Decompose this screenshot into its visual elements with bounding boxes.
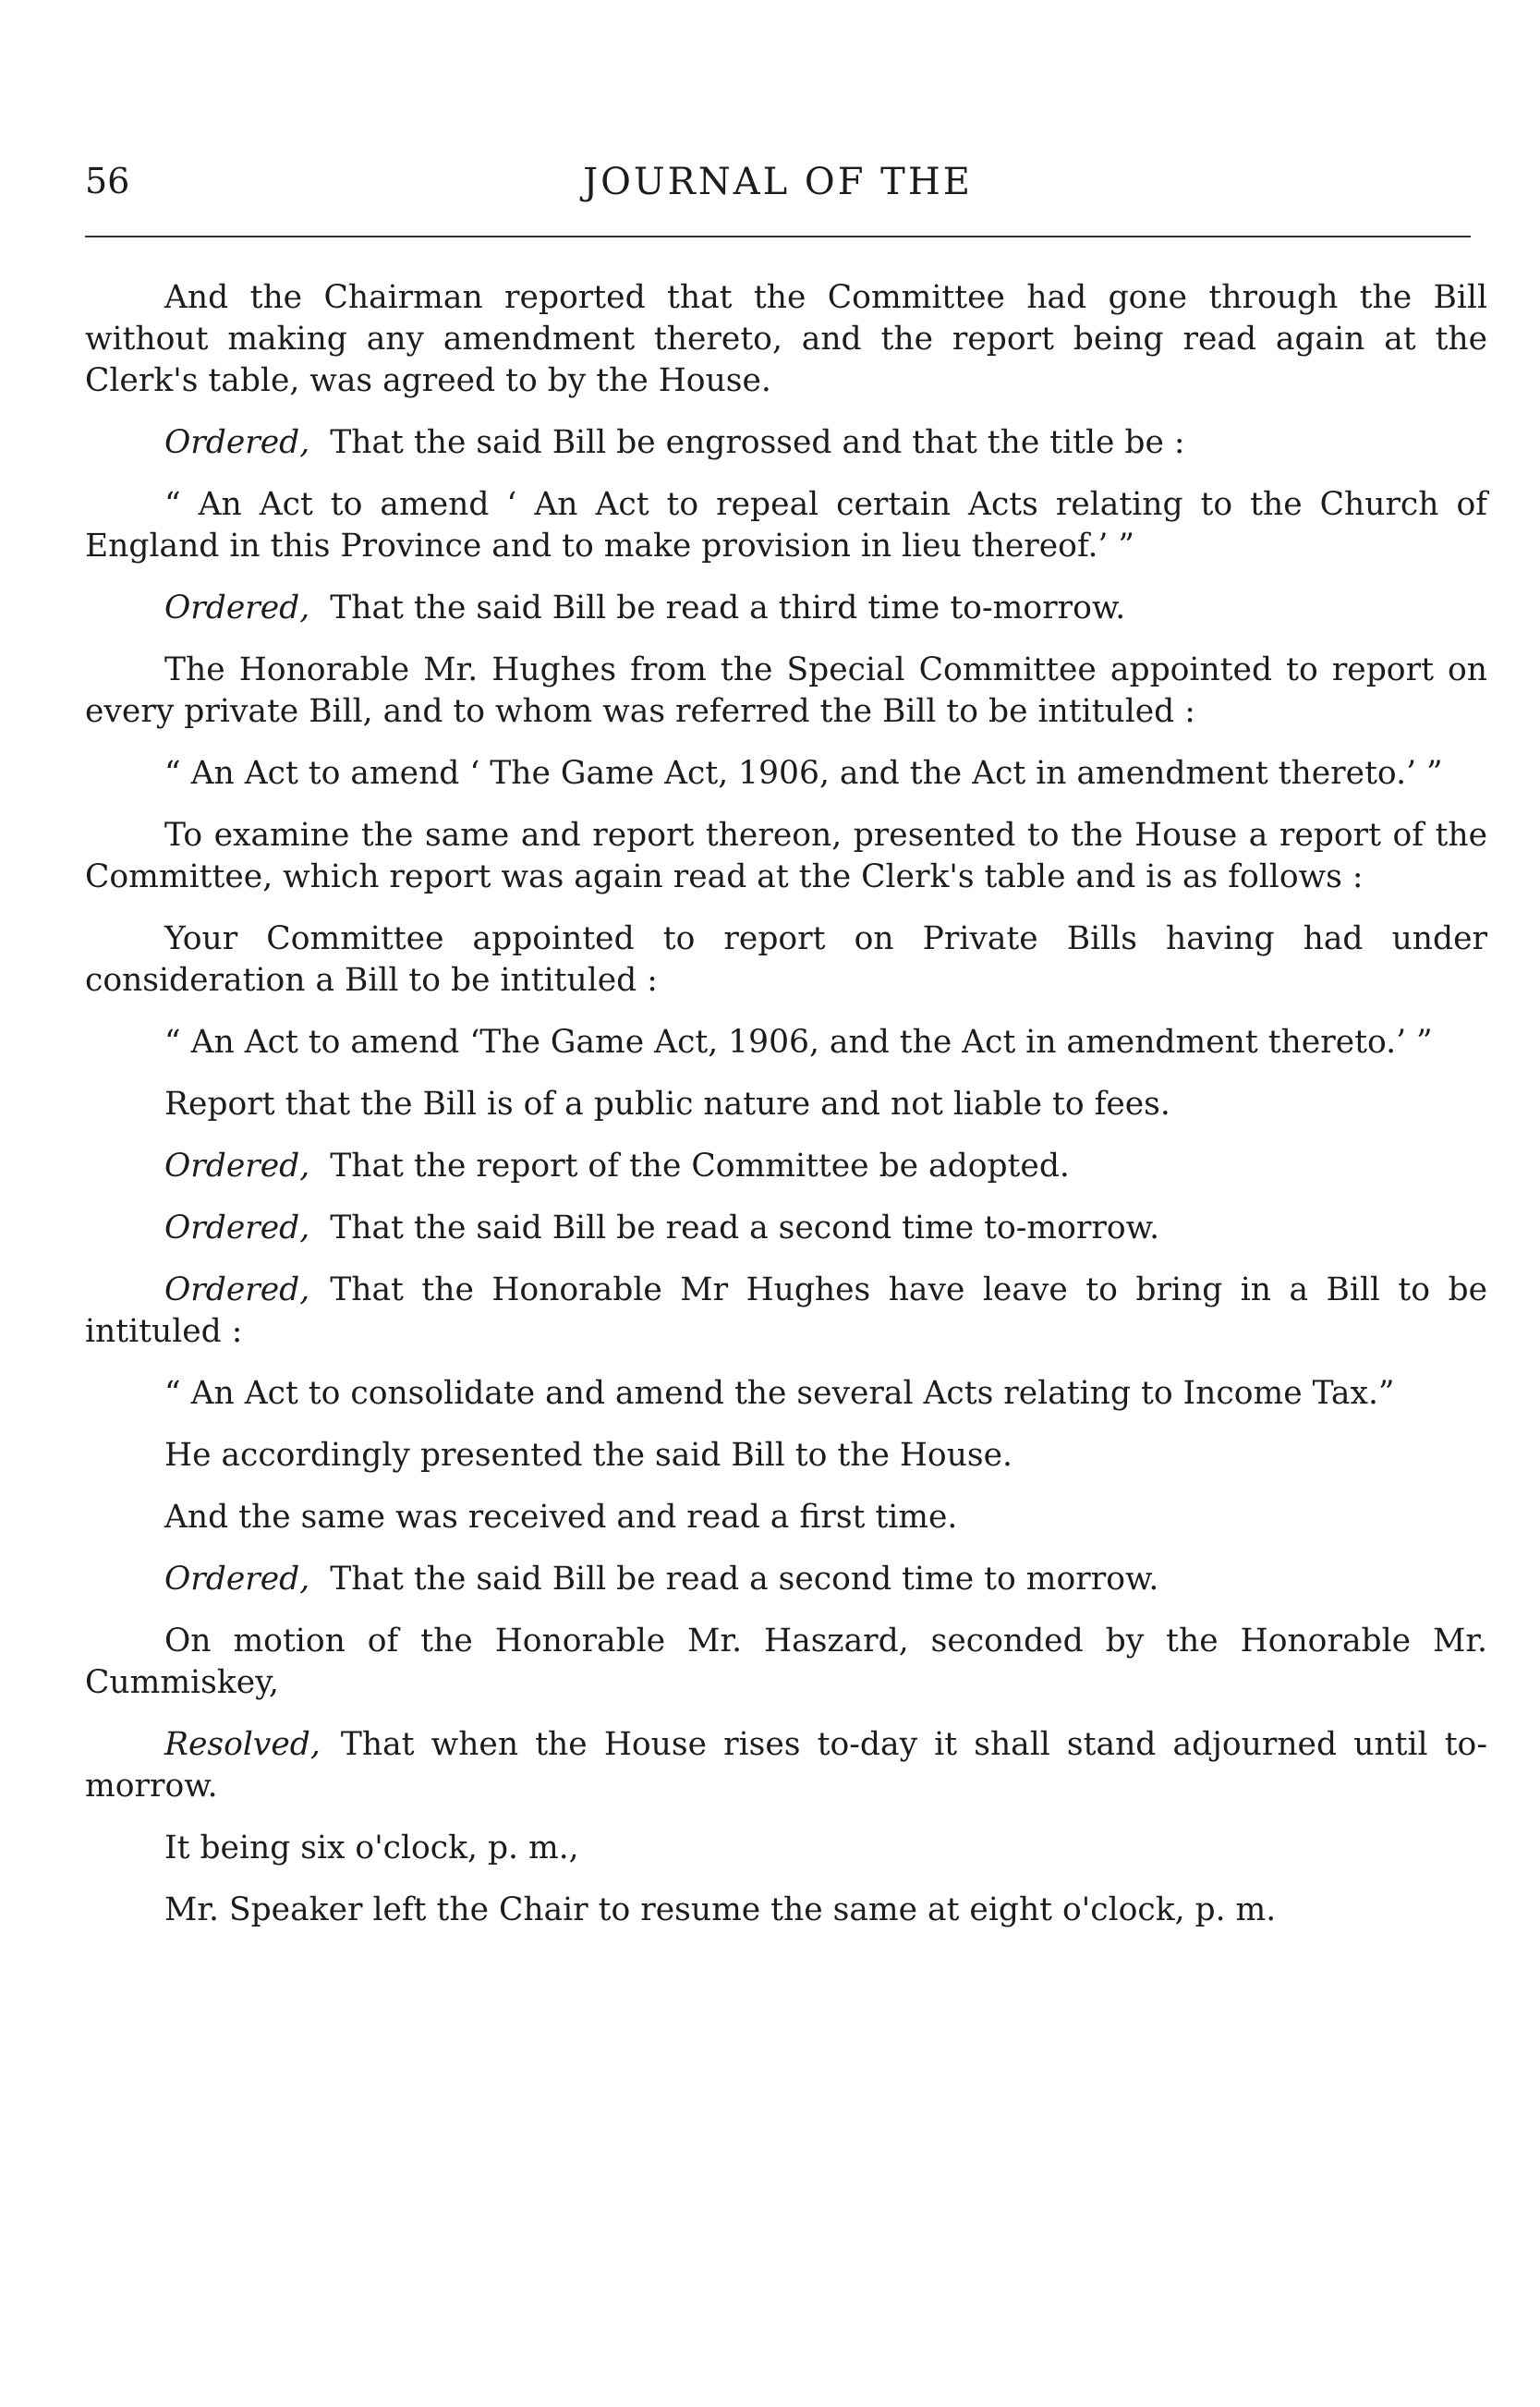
paragraph-text: To examine the same and report thereon, presented to the House a report of the Committee, which report was again read at the Clerk's table and is as follows : (85, 817, 1487, 895)
running-head: JOURNAL OF THE (583, 161, 973, 203)
paragraph-text: That the report of the Committee be adopted. (330, 1148, 1070, 1185)
paragraph (85, 753, 1487, 795)
paragraph-text: That the said Bill be engrossed and that the title be : (330, 424, 1185, 461)
paragraph (85, 1146, 1487, 1187)
paragraph (85, 1724, 1487, 1807)
paragraph (85, 588, 1487, 629)
paragraph (85, 1497, 1487, 1538)
paragraph-text: The Honorable Mr. Hughes from the Special Committee appointed to report on every private Bill, and to whom was referred the Bill to be intituled : (85, 651, 1487, 730)
paragraph (85, 1890, 1487, 1931)
paragraph (85, 1621, 1487, 1704)
paragraph (85, 1208, 1487, 1249)
paragraph (85, 1084, 1487, 1125)
paragraph (85, 1559, 1487, 1600)
page-number: 56 (85, 161, 130, 201)
paragraph-lead: Ordered, (164, 424, 310, 461)
paragraph (85, 277, 1487, 402)
paragraph-lead: Ordered, (164, 1210, 310, 1246)
paragraph (85, 815, 1487, 898)
paragraph-lead: Ordered, (164, 1148, 310, 1185)
paragraph-text: That the said Bill be read a second time to-morrow. (330, 1210, 1160, 1246)
paragraph (85, 918, 1487, 1002)
paragraph-text: That the said Bill be read a third time to-morrow. (330, 590, 1126, 626)
paragraph-text: Mr. Speaker left the Chair to resume the same at eight o'clock, p. m. (164, 1891, 1277, 1928)
paragraph (85, 1435, 1487, 1477)
paragraph (85, 1270, 1487, 1353)
paragraph-lead: Ordered, (164, 1271, 310, 1308)
page-header (85, 155, 1471, 211)
paragraph (85, 650, 1487, 733)
paragraph-text: It being six o'clock, p. m., (164, 1830, 579, 1866)
paragraph-text: Report that the Bill is of a public nature and not liable to fees. (164, 1086, 1170, 1123)
journal-body (85, 277, 1487, 1951)
paragraph (85, 1022, 1487, 1064)
paragraph-lead: Ordered, (164, 1561, 310, 1598)
paragraph-text: And the same was received and read a first time. (164, 1499, 958, 1536)
paragraph (85, 1373, 1487, 1415)
paragraph-text: He accordingly presented the said Bill to the House. (164, 1437, 1013, 1474)
paragraph-text: “ An Act to amend ‘ An Act to repeal certain Acts relating to the Church of England in this Province and to make provision in lieu thereof.’ ” (85, 486, 1487, 565)
paragraph-text: That the Honorable Mr Hughes have leave to bring in a Bill to be intituled : (85, 1271, 1487, 1350)
paragraph-lead: Ordered, (164, 590, 310, 626)
paragraph (85, 1828, 1487, 1869)
paragraph-text: On motion of the Honorable Mr. Haszard, seconded by the Honorable Mr. Cummiskey, (85, 1623, 1487, 1701)
paragraph (85, 422, 1487, 464)
paragraph-text: Your Committee appointed to report on Private Bills having had under consideration a Bill to be intituled : (85, 920, 1487, 999)
paragraph-text: “ An Act to amend ‘The Game Act, 1906, and the Act in amendment thereto.’ ” (164, 1024, 1433, 1061)
paragraph-text: That when the House rises to-day it shall stand adjourned until to-morrow. (85, 1726, 1487, 1805)
paragraph-text: And the Chairman reported that the Committee had gone through the Bill without making any amendment thereto, and the report being read again at the Clerk's table, was agreed to by the House. (85, 279, 1487, 399)
paragraph-text: That the said Bill be read a second time to morrow. (330, 1561, 1159, 1598)
paragraph-text: “ An Act to consolidate and amend the several Acts relating to Income Tax.” (164, 1375, 1395, 1412)
paragraph (85, 484, 1487, 567)
header-rule (85, 236, 1471, 237)
paragraph-text: “ An Act to amend ‘ The Game Act, 1906, and the Act in amendment thereto.’ ” (164, 755, 1443, 792)
paragraph-lead: Resolved, (164, 1726, 321, 1763)
